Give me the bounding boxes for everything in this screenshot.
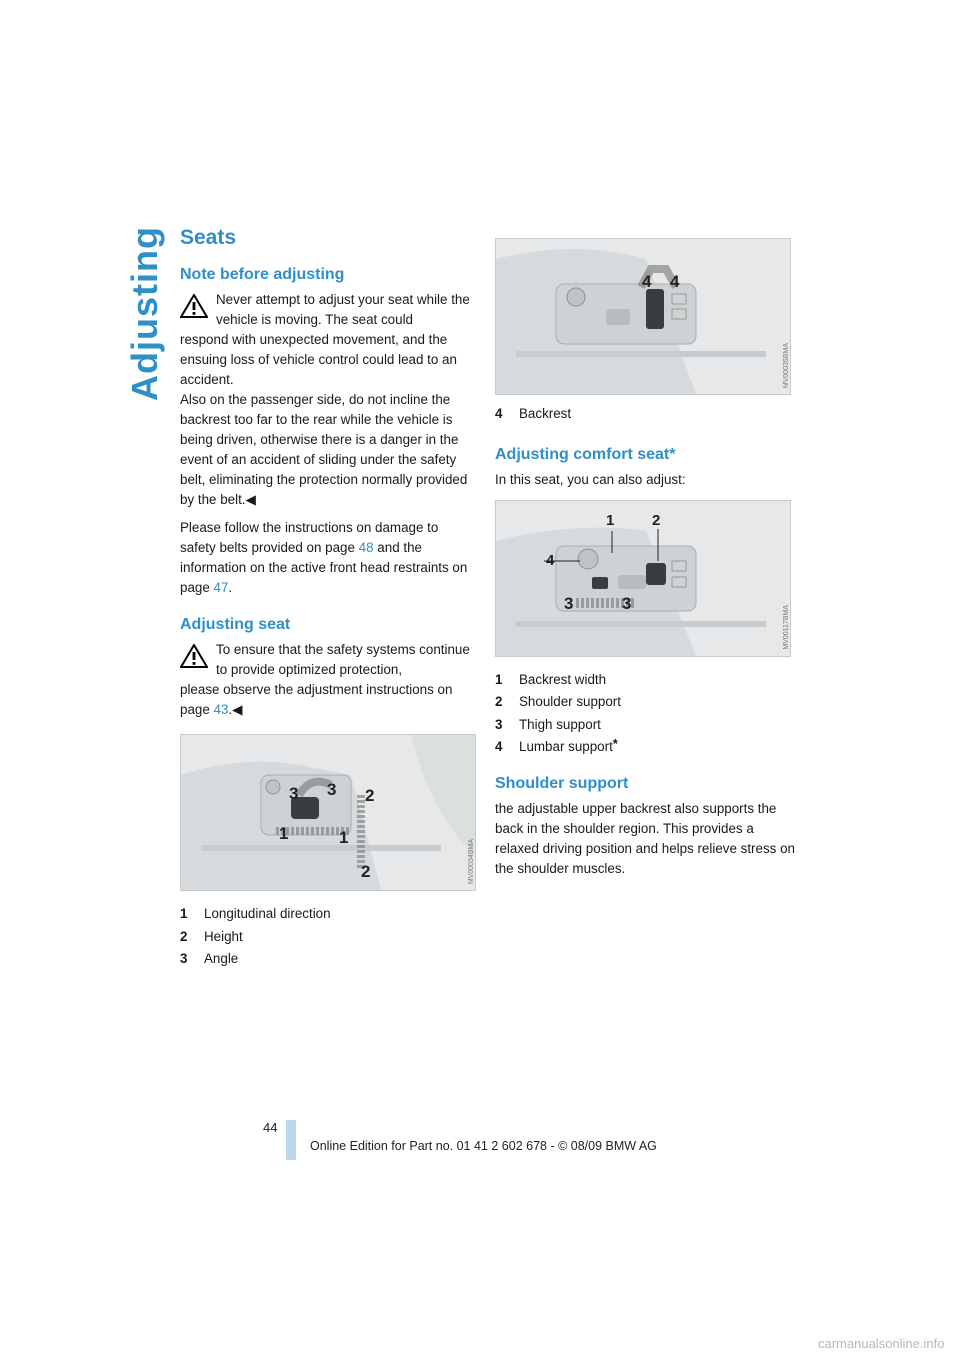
comfort-seat-illustration <box>496 501 790 656</box>
note-warning-2: Also on the passenger side, do not incline the backrest too far to the rear while the vehicle is being driven, otherwise there is a danger in the event of an accident of sliding under the safety belt, eliminating the protection normally provided by the belt. <box>180 392 468 507</box>
seat-controls-figure <box>180 734 476 891</box>
legend-item <box>495 736 795 759</box>
legend-num: 1 <box>180 906 188 921</box>
figure-label: 3 <box>622 593 632 613</box>
seat-controls-illustration <box>181 735 475 890</box>
warning-triangle-icon <box>180 644 208 668</box>
figure-label: 2 <box>361 862 371 881</box>
legend-num: 3 <box>495 716 503 732</box>
legend-text: Height <box>204 928 243 944</box>
shoulder-support-heading: Shoulder support <box>495 774 629 792</box>
backrest-figure <box>495 238 791 395</box>
figure-label: 2 <box>652 511 661 529</box>
footer-edition: Online Edition for Part no. 01 41 2 602 678 - © 08/09 BMW AG <box>310 1139 657 1153</box>
figure-label: 2 <box>365 786 375 805</box>
page-link-43[interactable]: 43 <box>213 702 229 717</box>
comfort-seat-heading: Adjusting comfort seat* <box>495 445 676 463</box>
legend-item <box>180 926 476 949</box>
legend-item <box>180 903 476 926</box>
figure-code: MV00035BMA <box>783 342 790 388</box>
adjusting-seat-warning <box>180 640 476 720</box>
page-number: 44 <box>263 1120 278 1135</box>
comfort-seat-figure <box>495 500 791 657</box>
legend-item <box>495 669 795 692</box>
note-warning-first: Never attempt to adjust your seat while the vehicle is moving. The seat could <box>216 292 470 327</box>
figure-code: MV00034BMA <box>468 838 475 884</box>
note-warning-rest: respond with unexpected movement, and the ensuing loss of vehicle control could lead to an accident. <box>180 332 457 387</box>
figure-label: 1 <box>279 824 289 843</box>
note-heading: Note before adjusting <box>180 266 345 283</box>
legend-item <box>495 714 795 737</box>
watermark: carmanualsonline.info <box>818 1336 945 1351</box>
footer-bar <box>286 1120 296 1160</box>
comfort-seat-legend <box>495 669 795 759</box>
warning-triangle-icon <box>180 294 208 318</box>
legend-num: 2 <box>495 694 503 709</box>
page-link-47[interactable]: 47 <box>213 580 229 595</box>
section-title: Seats <box>180 226 237 249</box>
end-mark: ◀ <box>232 702 243 717</box>
seat-warning-end: . <box>228 702 233 717</box>
figure-label: 1 <box>339 828 349 847</box>
figure-label: 3 <box>289 784 299 803</box>
shoulder-support-text: the adjustable upper backrest also supports the back in the shoulder region. This provides a relaxed driving position and helps relieve stress on the shoulder muscles. <box>495 800 795 876</box>
note-para-a: Please follow the instructions on damage to safety belts provided on page <box>180 520 439 555</box>
legend-num: 4 <box>495 739 503 754</box>
figure-label: 4 <box>642 272 652 291</box>
legend-text: Angle <box>204 951 239 966</box>
legend-text: Shoulder support <box>519 694 621 709</box>
note-paragraph <box>180 518 476 598</box>
legend-num: 3 <box>180 951 188 966</box>
legend-text: Lumbar support <box>519 739 613 754</box>
backrest-legend <box>495 403 795 426</box>
page-link-48[interactable]: 48 <box>358 540 374 555</box>
legend-text: Longitudinal direction <box>204 906 331 921</box>
seat-warning-first: To ensure that the safety systems continue to provide optimized protection, <box>216 642 470 677</box>
legend-text: Backrest <box>519 406 572 421</box>
legend-item <box>180 948 476 971</box>
right-column <box>495 236 795 887</box>
note-warning <box>180 290 476 510</box>
backrest-illustration <box>496 239 790 394</box>
comfort-seat-intro: In this seat, you can also adjust: <box>495 471 686 487</box>
figure-label: 4 <box>546 551 555 569</box>
figure-code: MV00117BMA <box>783 604 790 650</box>
legend-num: 1 <box>495 671 503 687</box>
figure-label: 3 <box>564 593 574 613</box>
legend-text: Backrest width <box>519 671 607 687</box>
legend-num: 2 <box>180 928 188 944</box>
figure-label: 3 <box>327 780 337 799</box>
legend-num: 4 <box>495 406 503 421</box>
chapter-side-tab: Adjusting <box>124 226 165 401</box>
legend-text: Thigh support <box>519 716 601 732</box>
note-para-c: . <box>228 580 233 595</box>
seat-warning-rest: please observe the adjustment instructions on page <box>180 682 453 717</box>
left-column <box>180 226 476 971</box>
end-mark: ◀ <box>245 492 256 507</box>
legend-item <box>495 403 795 426</box>
legend-item <box>495 691 795 714</box>
note-para-b: and the information on the active front head restraints on page <box>180 540 468 595</box>
seat-legend <box>180 903 476 971</box>
figure-label: 1 <box>606 511 615 529</box>
figure-label: 4 <box>670 272 680 291</box>
adjusting-seat-heading: Adjusting seat <box>180 616 291 633</box>
optional-asterisk: * <box>612 736 618 751</box>
